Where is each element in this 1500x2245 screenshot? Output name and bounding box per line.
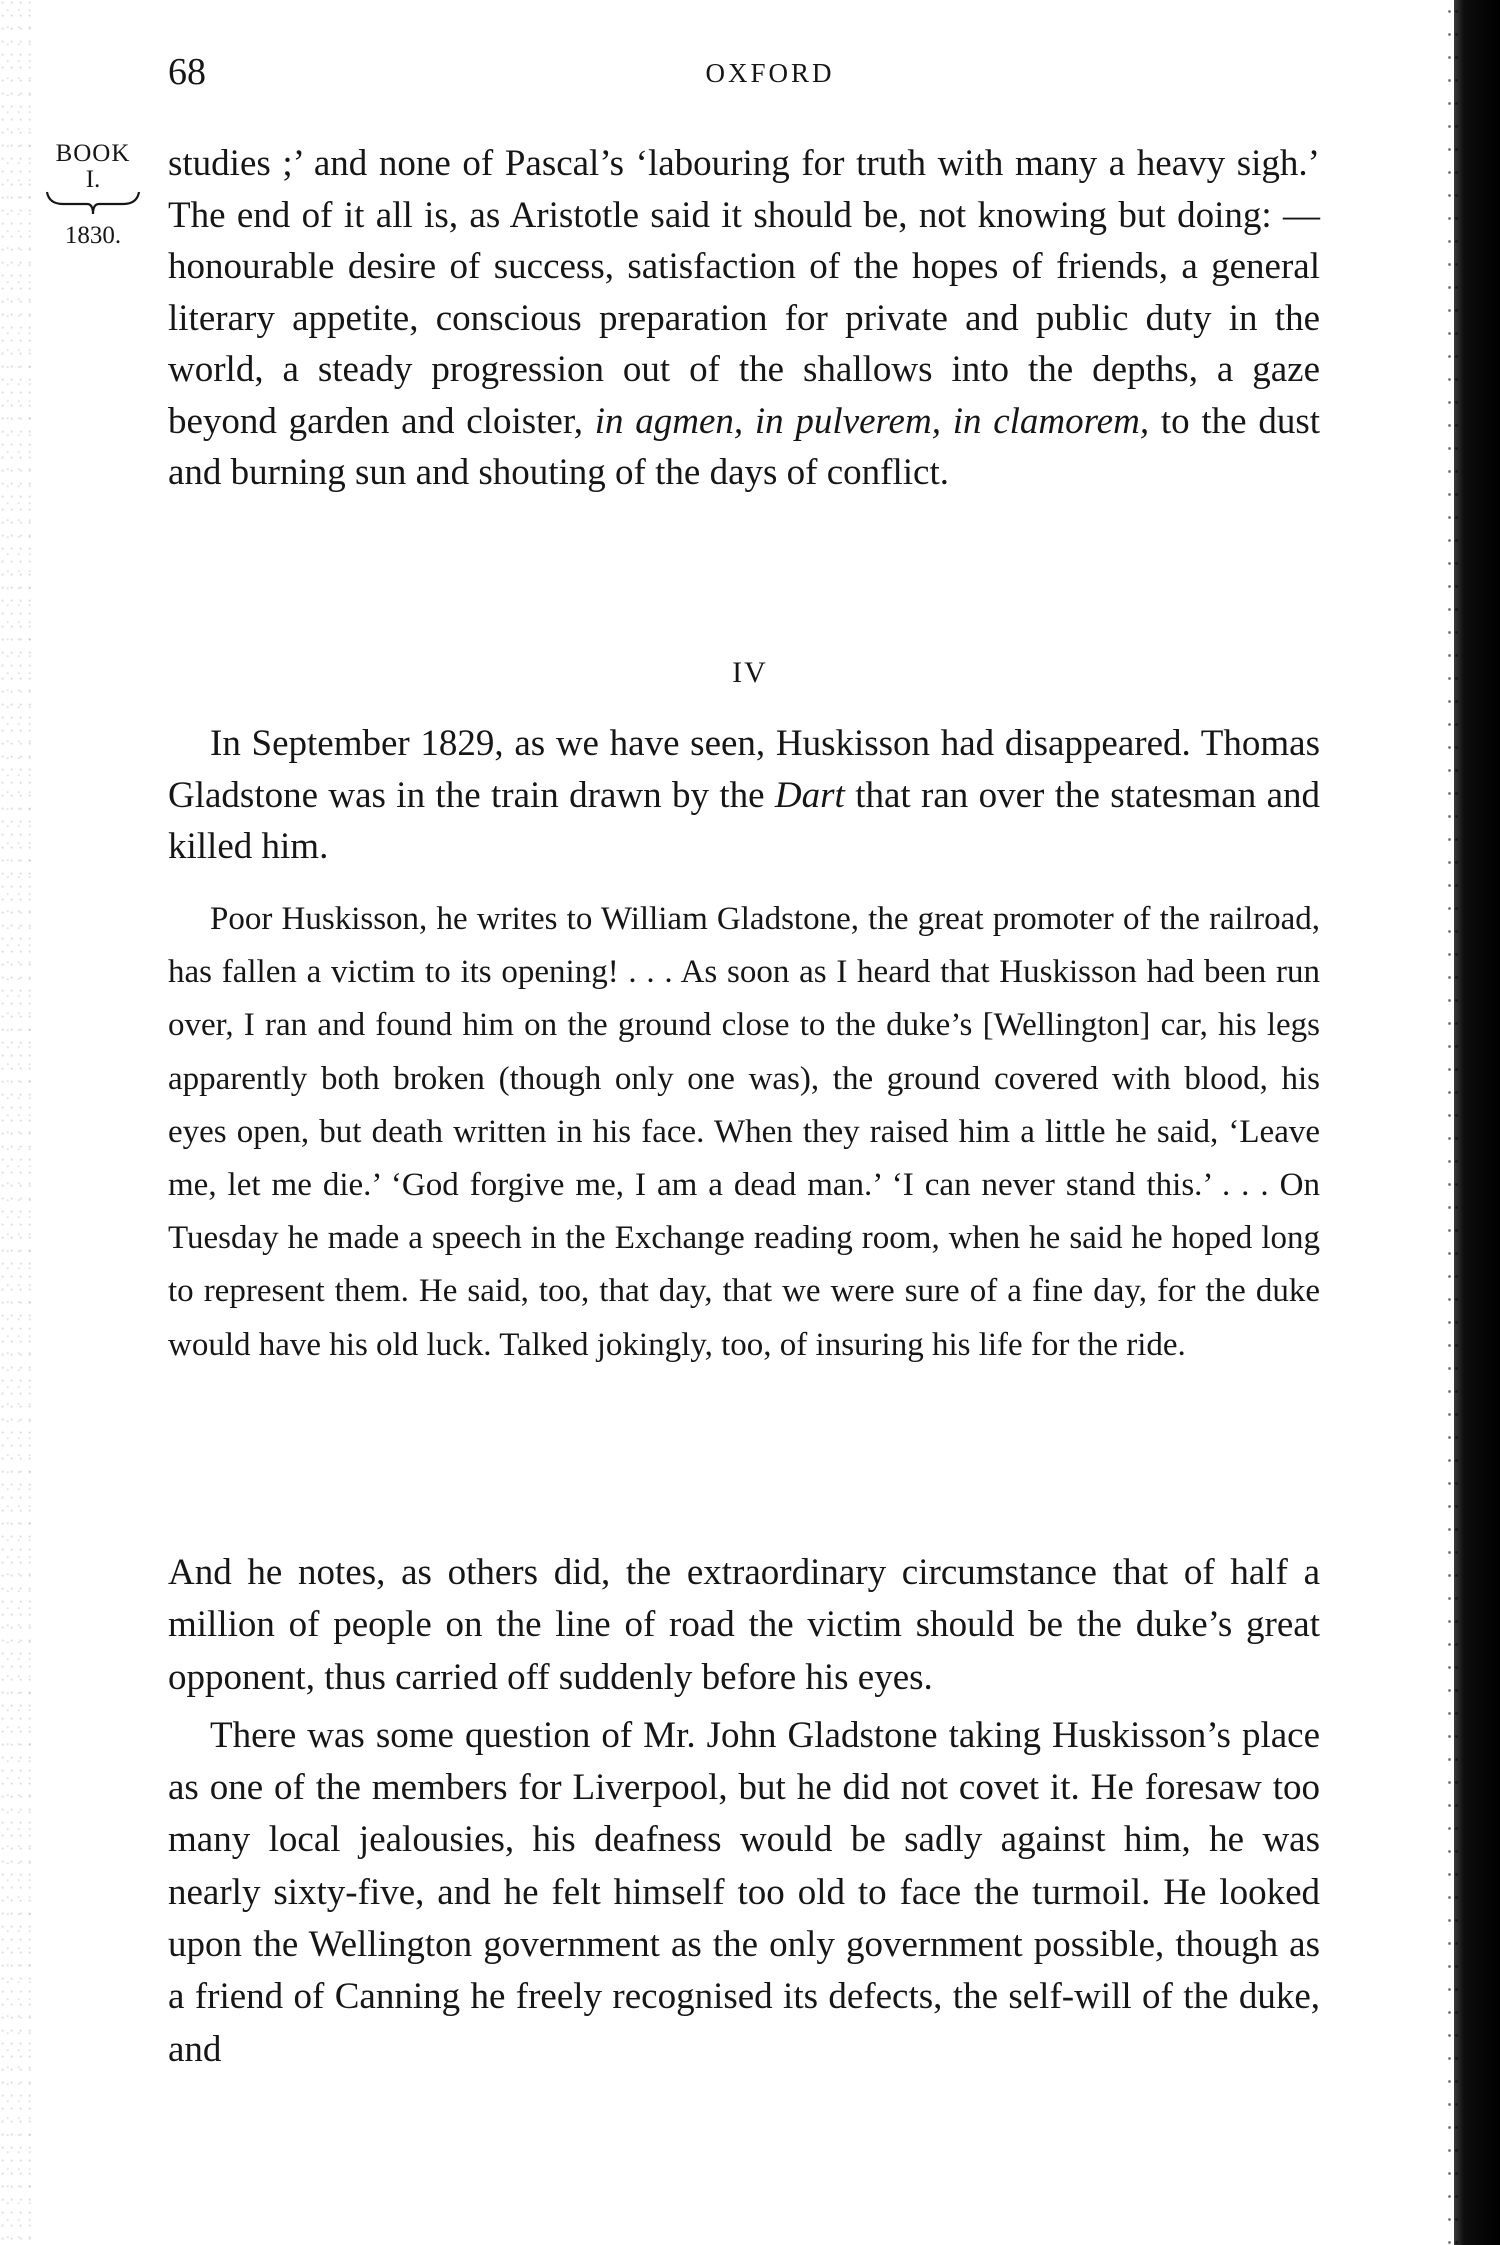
margin-year: 1830. [64,222,122,249]
margin-volume-label: I. [85,166,101,193]
latin-phrase: in agmen, in pulverem, in clamorem, [594,400,1150,442]
block-quote [168,893,1320,1372]
huskisson-text: In September 1829, as we have seen, Huskisson had disappeared. Thomas Gladstone was in the train drawn by the [168,723,1320,816]
quote-text: Poor Huskisson, he writes to William Gladstone, the great promoter of the railroad, has fallen a victim to its opening! . . . As soon as I heard that Huskisson had been run over, I ran and found him on the ground close to the duke’s [Wellington] car, his legs apparently both broken (though only one was), the ground covered with blood, his eyes open, but death written in his face. When they raised him a little he said, ‘Leave me, let me die.’ ‘God forgive me, I am a dead man.’ ‘I can never stand this.’ . . . On Tuesday he made a speech in the Exchange reading room, when he said he hoped long to represent them. He said, too, that day, that we were sure of a fine day, for the duke would have his old luck. Talked jokingly, too, of insuring his life for the ride. [168,901,1320,1363]
opening-text-end: to the dust and burning sun and shouting of the days of conflict. [168,400,1320,493]
page-number: 68 [168,51,206,93]
binding-edge-right [1454,0,1500,2245]
scan-edge-left [0,0,38,2245]
margin-book-label: BOOK [55,140,131,167]
closing-paragraphs [168,1547,1320,2076]
huskisson-paragraph [168,718,1320,873]
page-header [0,44,1500,104]
section-number: IV [732,656,768,689]
running-head: OXFORD [705,58,835,88]
closing-paragraph-2: There was some question of Mr. John Gladstone taking Huskisson’s place as one of the members for Liverpool, but he did not covet it. He foresaw too many local jealousies, his deafness would be sadly against him, he was nearly sixty-five, and he felt himself too old to face the turmoil. He looked upon the Wellington government as the only government possible, though as a friend of Canning he freely recognised its defects, the self-will of the duke, and [168,1714,1320,2070]
closing-paragraph-1: And he notes, as others did, the extraordinary circumstance that of half a million of people on the line of road the victim should be the duke’s great opponent, thus carried off suddenly before his eyes. [168,1552,1320,1698]
opening-text: studies ;’ and none of Pascal’s ‘labouring for truth with many a heavy sigh.’ The end of it all is, as Aristotle said it should be, not knowing but doing: — honourable desire of success, satisfaction of the hopes of friends, a general literary appetite, conscious preparation for private and public duty in the world, a steady progression out of the shallows into the depths, a gaze beyond garden and cloister, [168,143,1320,442]
binding-edge-noise [1446,0,1460,2245]
margin-note [38,140,148,250]
huskisson-text-end: that ran over the statesman and killed him. [168,774,1320,867]
opening-paragraph [168,138,1320,499]
train-name: Dart [774,774,845,816]
